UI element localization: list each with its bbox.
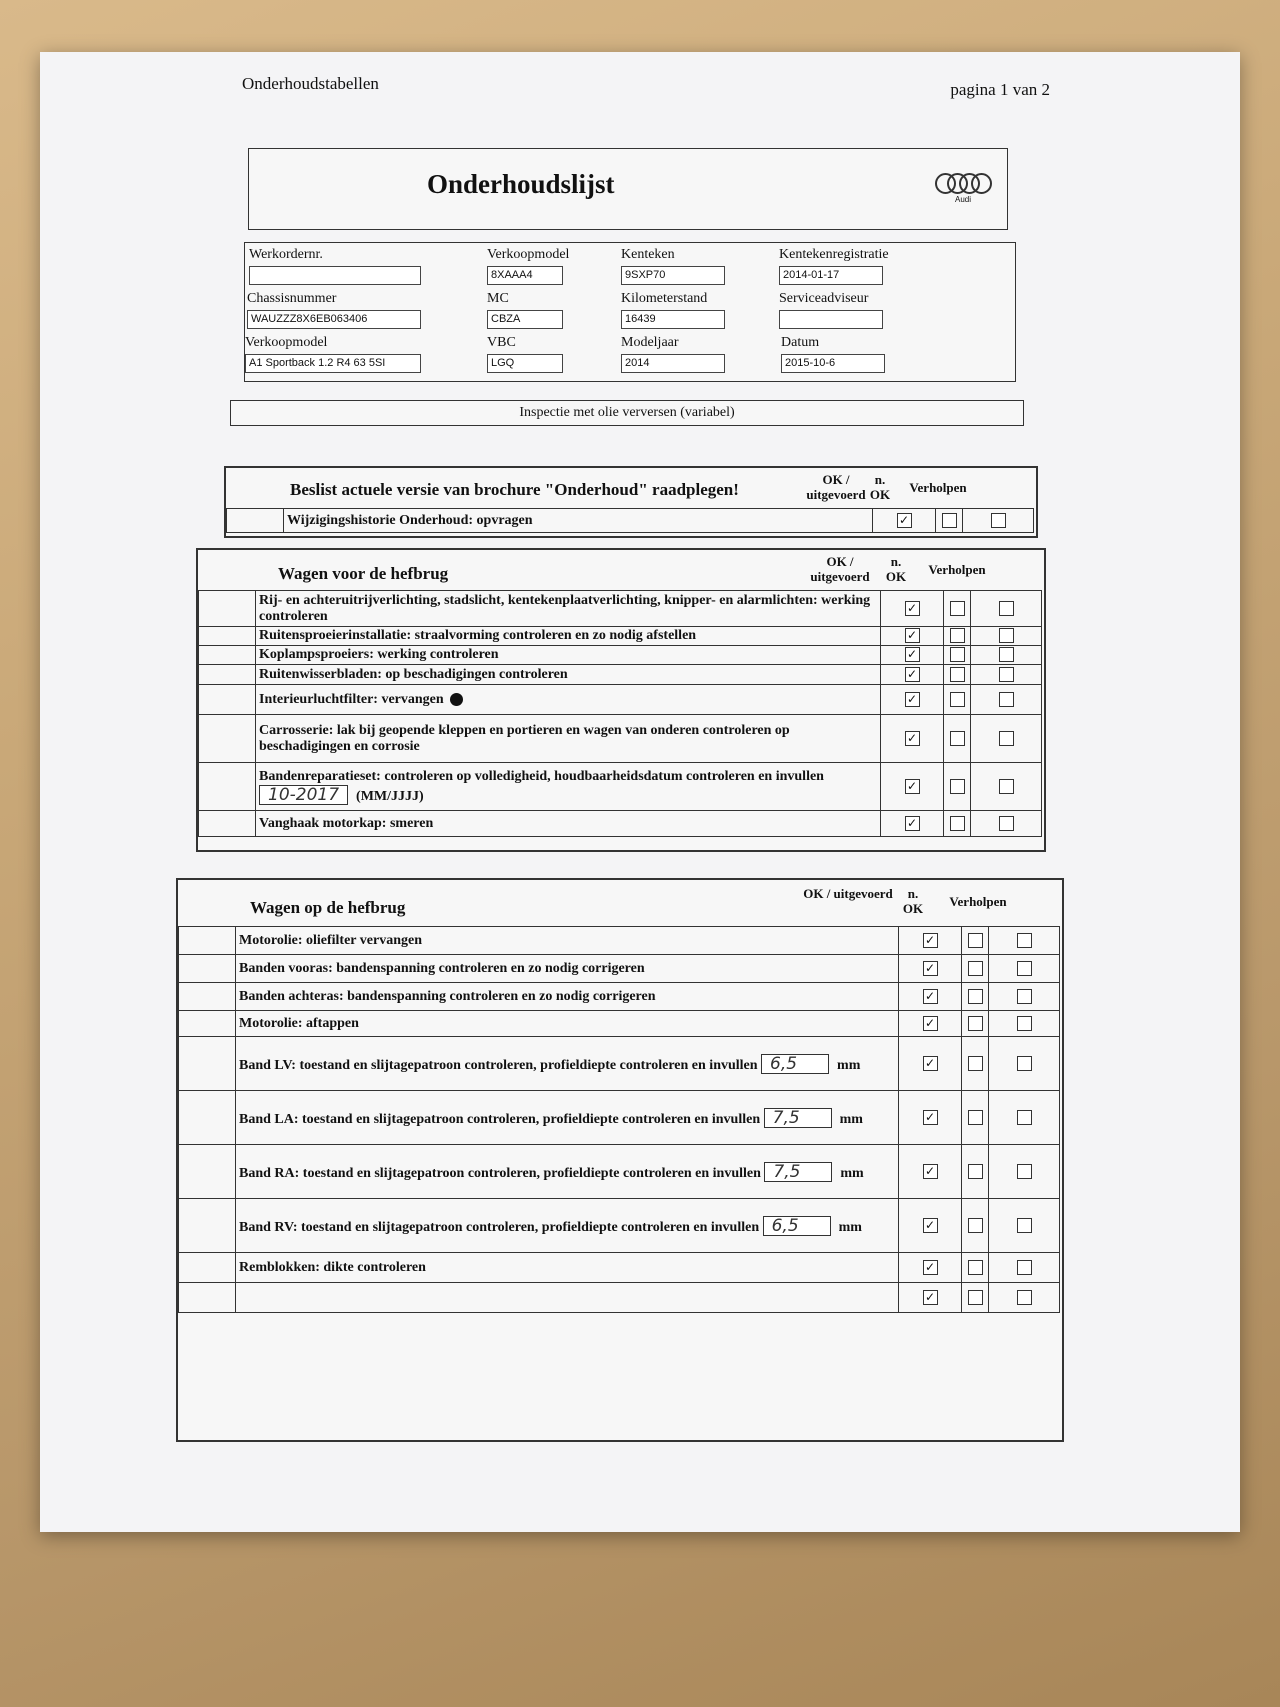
item-cell [236, 1283, 899, 1313]
item-text: Carrosserie: lak bij geopende kleppen en portieren en wagen van onderen controleren op beschadigingen en corrosie [259, 722, 790, 754]
ok-checkbox-cell [899, 1283, 962, 1313]
werkordernr-value[interactable] [249, 266, 421, 285]
nok-checkbox-cell [944, 763, 971, 811]
verholpen-checkbox[interactable] [1017, 1016, 1032, 1031]
ok-checkbox[interactable] [905, 731, 920, 746]
handwritten-value-field[interactable]: 10-2017 [259, 785, 348, 805]
table-row [179, 1145, 1060, 1199]
ok-checkbox-cell [899, 955, 962, 983]
ok-checkbox[interactable] [923, 1164, 938, 1179]
item-text: Banden vooras: bandenspanning controleren en zo nodig corrigeren [239, 960, 645, 976]
page-title: Onderhoudslijst [427, 169, 615, 199]
item-cell [256, 715, 881, 763]
row-margin-cell [179, 1283, 236, 1313]
audi-logo [933, 173, 993, 204]
item-cell [284, 509, 873, 533]
section-brochure [224, 466, 1038, 538]
nok-checkbox[interactable] [950, 816, 965, 831]
ok-checkbox[interactable] [923, 1016, 938, 1031]
ok-checkbox[interactable] [923, 1290, 938, 1305]
verholpen-checkbox[interactable] [999, 816, 1014, 831]
verholpen-checkbox-cell [989, 1091, 1060, 1145]
ok-checkbox[interactable] [923, 1260, 938, 1275]
unit-label: mm [840, 1165, 864, 1181]
verkoopmodel-field: Verkoopmodel A1 Sportback 1.2 R4 63 5SI [245, 335, 421, 373]
handwritten-value-field[interactable]: 6,5 [763, 1216, 831, 1236]
ok-checkbox-cell [881, 627, 944, 646]
row-margin-cell [179, 1253, 236, 1283]
ok-checkbox[interactable] [905, 692, 920, 707]
handwritten-value-field[interactable]: 7,5 [764, 1108, 832, 1128]
verholpen-checkbox[interactable] [1017, 1164, 1032, 1179]
checkmark-icon: ✓ [906, 778, 918, 793]
ok-checkbox-cell [899, 1091, 962, 1145]
checkmark-icon: ✓ [924, 960, 936, 975]
checkmark-icon: ✓ [906, 647, 918, 662]
checkmark-icon: ✓ [898, 512, 910, 527]
chassisnummer-value[interactable]: WAUZZZ8X6EB063406 [247, 310, 421, 329]
item-cell [236, 955, 899, 983]
nok-checkbox-cell [962, 983, 989, 1011]
table-row [199, 685, 1042, 715]
row-margin-cell [199, 811, 256, 837]
handwritten-value-field[interactable]: 6,5 [761, 1054, 829, 1074]
item-text: Rij- en achteruitrijverlichting, stadslicht, kentekenplaatverlichting, knipper- en alarmlichten: werking controleren [259, 592, 871, 624]
unit-label: mm [839, 1111, 863, 1127]
item-text: Ruitensproeierinstallatie: straalvorming controleren en zo nodig afstellen [259, 628, 697, 643]
item-text: Vanghaak motorkap: smeren [259, 815, 434, 831]
ok-checkbox-cell [899, 1145, 962, 1199]
kenteken-field: Kenteken 9SXP70 [621, 247, 725, 285]
checkmark-icon: ✓ [906, 600, 918, 615]
werkordernr-field: Werkordernr. [249, 247, 421, 285]
item-cell [236, 927, 899, 955]
item-cell [256, 665, 881, 685]
ok-checkbox[interactable] [923, 1056, 938, 1071]
ok-checkbox-cell [881, 591, 944, 627]
ok-checkbox-cell [899, 1011, 962, 1037]
checkmark-icon: ✓ [924, 1109, 936, 1124]
verholpen-checkbox-cell [989, 955, 1060, 983]
ok-checkbox[interactable] [905, 816, 920, 831]
nok-checkbox-cell [944, 811, 971, 837]
row-margin-cell [179, 1037, 236, 1091]
table-row [199, 715, 1042, 763]
nok-checkbox-cell [962, 1091, 989, 1145]
kilometerstand-value[interactable]: 16439 [621, 310, 725, 329]
checkmark-icon: ✓ [906, 691, 918, 706]
document-header-left: Onderhoudstabellen [242, 74, 379, 93]
logo-text: Audi [954, 195, 971, 204]
verholpen-checkbox[interactable] [1017, 1260, 1032, 1275]
item-cell [256, 646, 881, 665]
verholpen-checkbox[interactable] [991, 513, 1006, 528]
verkoopmodel-code-value[interactable]: 8XAAA4 [487, 266, 563, 285]
row-margin-cell [199, 627, 256, 646]
table-row [199, 763, 1042, 811]
table-row [199, 646, 1042, 665]
vbc-value[interactable]: LGQ [487, 354, 563, 373]
verholpen-checkbox-cell [989, 1037, 1060, 1091]
section-title: Wagen voor de hefbrug [278, 564, 449, 583]
verkoopmodel-value[interactable]: A1 Sportback 1.2 R4 63 5SI [245, 354, 421, 373]
item-text: Banden achteras: bandenspanning controleren en zo nodig corrigeren [239, 988, 656, 1004]
item-cell [236, 1091, 899, 1145]
unit-label: mm [838, 1219, 862, 1235]
nok-checkbox[interactable] [968, 1164, 983, 1179]
ok-checkbox-cell [881, 715, 944, 763]
verholpen-checkbox-cell [989, 927, 1060, 955]
verholpen-checkbox-cell [971, 665, 1042, 685]
nok-checkbox-cell [944, 591, 971, 627]
item-cell [256, 627, 881, 646]
checkmark-icon: ✓ [924, 1289, 936, 1304]
item-text: Wijzigingshistorie Onderhoud: opvragen [287, 512, 533, 528]
item-text: Band LA: toestand en slijtagepatroon controleren, profieldiepte controleren en invullen [239, 1111, 761, 1127]
verholpen-checkbox[interactable] [999, 647, 1014, 662]
checkmark-icon: ✓ [906, 815, 918, 830]
page-number: pagina 1 van 2 [950, 80, 1050, 99]
table-row [199, 627, 1042, 646]
unit-label: mm [837, 1057, 861, 1073]
ok-checkbox-cell [881, 685, 944, 715]
row-margin-cell [179, 1145, 236, 1199]
bullet-dot-icon [450, 693, 463, 706]
col-fix-header: Verholpen [928, 562, 986, 577]
nok-checkbox-cell [962, 955, 989, 983]
row-margin-cell [199, 591, 256, 627]
verholpen-checkbox-cell [971, 811, 1042, 837]
checkmark-icon: ✓ [924, 988, 936, 1003]
verholpen-checkbox[interactable] [999, 779, 1014, 794]
checkmark-icon: ✓ [924, 1259, 936, 1274]
ok-checkbox[interactable] [905, 647, 920, 662]
item-text: Bandenreparatieset: controleren op volledigheid, houdbaarheidsdatum controleren en invullen [259, 768, 824, 784]
verholpen-checkbox[interactable] [999, 628, 1014, 643]
table-row [179, 955, 1060, 983]
nok-checkbox[interactable] [950, 779, 965, 794]
col-ok-header: OK / uitgevoerd [810, 554, 870, 584]
mc-field: MC CBZA [487, 291, 563, 329]
modeljaar-field: Modeljaar 2014 [621, 335, 725, 373]
verholpen-checkbox[interactable] [1017, 961, 1032, 976]
table-row [179, 983, 1060, 1011]
handwritten-value-field[interactable]: 7,5 [764, 1162, 832, 1182]
section-wagen-op-hefbrug [176, 878, 1064, 1442]
ok-checkbox[interactable] [923, 1110, 938, 1125]
item-cell [236, 1145, 899, 1199]
table-row [199, 591, 1042, 627]
nok-checkbox-cell [962, 1253, 989, 1283]
col-ok-header: OK / uitgevoerd [806, 472, 866, 502]
nok-checkbox-cell [962, 1037, 989, 1091]
col-nok-header: n. OK [902, 886, 924, 916]
nok-checkbox-cell [962, 927, 989, 955]
item-cell [236, 1011, 899, 1037]
row-margin-cell [179, 955, 236, 983]
kentekenregistratie-value[interactable]: 2014-01-17 [779, 266, 883, 285]
kenteken-value[interactable]: 9SXP70 [621, 266, 725, 285]
nok-checkbox[interactable] [942, 513, 957, 528]
col-nok-header: n. OK [869, 472, 891, 502]
modeljaar-value[interactable]: 2014 [621, 354, 725, 373]
row-margin-cell [199, 715, 256, 763]
item-text: Koplampsproeiers: werking controleren [259, 647, 499, 662]
item-cell [236, 1037, 899, 1091]
nok-checkbox[interactable] [950, 601, 965, 616]
col-nok-header: n. OK [885, 554, 907, 584]
item-text: Interieurluchtfilter: vervangen [259, 691, 444, 707]
paper-sheet [40, 52, 1240, 1532]
verholpen-checkbox[interactable] [999, 667, 1014, 682]
verholpen-checkbox[interactable] [1017, 1056, 1032, 1071]
nok-checkbox[interactable] [968, 989, 983, 1004]
ok-checkbox-cell [899, 1037, 962, 1091]
checklist-table [178, 926, 1060, 1313]
ok-checkbox-cell [899, 1199, 962, 1253]
verholpen-checkbox[interactable] [1017, 1110, 1032, 1125]
verkoopmodel-code-field: Verkoopmodel 8XAAA4 [487, 247, 569, 285]
nok-checkbox-cell [962, 1145, 989, 1199]
nok-checkbox[interactable] [950, 667, 965, 682]
chassisnummer-field: Chassisnummer WAUZZZ8X6EB063406 [247, 291, 421, 329]
vbc-field: VBC LGQ [487, 335, 563, 373]
row-margin-cell [179, 927, 236, 955]
ok-checkbox-cell [873, 509, 936, 533]
nok-checkbox[interactable] [968, 1260, 983, 1275]
ok-checkbox[interactable] [923, 961, 938, 976]
verholpen-checkbox-cell [989, 1199, 1060, 1253]
unit-label: (MM/JJJJ) [356, 788, 424, 804]
row-margin-cell [179, 1091, 236, 1145]
nok-checkbox-cell [944, 646, 971, 665]
nok-checkbox[interactable] [968, 1056, 983, 1071]
row-margin-cell [179, 1199, 236, 1253]
item-text: Motorolie: aftappen [239, 1015, 359, 1031]
section-title: Beslist actuele versie van brochure "Onderhoud" raadplegen! [290, 480, 739, 499]
ok-checkbox[interactable] [923, 1218, 938, 1233]
verholpen-checkbox-cell [971, 763, 1042, 811]
row-margin-cell [179, 983, 236, 1011]
table-row [179, 1199, 1060, 1253]
table-row [179, 1037, 1060, 1091]
checkmark-icon: ✓ [924, 932, 936, 947]
verholpen-checkbox[interactable] [1017, 933, 1032, 948]
checkmark-icon: ✓ [906, 730, 918, 745]
item-cell [236, 983, 899, 1011]
item-text: Ruitenwisserbladen: op beschadigingen controleren [259, 666, 568, 682]
verholpen-checkbox-cell [989, 983, 1060, 1011]
nok-checkbox-cell [944, 665, 971, 685]
nok-checkbox[interactable] [968, 933, 983, 948]
checkmark-icon: ✓ [924, 1163, 936, 1178]
col-fix-header: Verholpen [949, 894, 1007, 909]
verholpen-checkbox-cell [989, 1011, 1060, 1037]
checkmark-icon: ✓ [906, 666, 918, 681]
ok-checkbox-cell [899, 1253, 962, 1283]
verholpen-checkbox[interactable] [999, 731, 1014, 746]
verholpen-checkbox[interactable] [999, 601, 1014, 616]
item-cell [236, 1253, 899, 1283]
ok-checkbox[interactable] [897, 513, 912, 528]
checkmark-icon: ✓ [924, 1055, 936, 1070]
nok-checkbox-cell [944, 627, 971, 646]
item-text: Band RV: toestand en slijtagepatroon controleren, profieldiepte controleren en invullen [239, 1219, 760, 1235]
checkmark-icon: ✓ [924, 1217, 936, 1232]
checkmark-icon: ✓ [924, 1015, 936, 1030]
nok-checkbox[interactable] [968, 1110, 983, 1125]
verholpen-checkbox-cell [971, 591, 1042, 627]
title-box [248, 148, 1008, 230]
verholpen-checkbox-cell [971, 627, 1042, 646]
table-row [179, 1253, 1060, 1283]
kentekenregistratie-field: Kentekenregistratie 2014-01-17 [779, 247, 889, 285]
nok-checkbox-cell [936, 509, 963, 533]
nok-checkbox-cell [962, 1011, 989, 1037]
nok-checkbox-cell [944, 715, 971, 763]
verholpen-checkbox[interactable] [999, 692, 1014, 707]
inspection-type: Inspectie met olie verversen (variabel) [230, 400, 1024, 426]
checkmark-icon: ✓ [906, 628, 918, 643]
item-text: Motorolie: oliefilter vervangen [239, 932, 422, 948]
item-cell [236, 1199, 899, 1253]
verholpen-checkbox-cell [989, 1253, 1060, 1283]
ok-checkbox-cell [881, 763, 944, 811]
verholpen-checkbox-cell [989, 1145, 1060, 1199]
nok-checkbox-cell [944, 685, 971, 715]
section-title: Wagen op de hefbrug [250, 898, 406, 917]
nok-checkbox[interactable] [950, 628, 965, 643]
row-margin-cell [179, 1011, 236, 1037]
item-cell [256, 591, 881, 627]
row-margin-cell [199, 685, 256, 715]
row-margin-cell [199, 763, 256, 811]
item-cell [256, 763, 881, 811]
rings-icon [933, 173, 993, 193]
checklist-table [226, 508, 1034, 533]
table-row [227, 509, 1034, 533]
verholpen-checkbox[interactable] [1017, 1290, 1032, 1305]
section-wagen-voor-hefbrug [196, 548, 1046, 852]
item-cell [256, 811, 881, 837]
nok-checkbox[interactable] [968, 1016, 983, 1031]
verholpen-checkbox-cell [989, 1283, 1060, 1313]
item-text: Remblokken: dikte controleren [239, 1259, 426, 1275]
verholpen-checkbox-cell [971, 646, 1042, 665]
verholpen-checkbox[interactable] [1017, 989, 1032, 1004]
nok-checkbox-cell [962, 1283, 989, 1313]
verholpen-checkbox-cell [963, 509, 1034, 533]
ok-checkbox[interactable] [905, 779, 920, 794]
nok-checkbox[interactable] [968, 1290, 983, 1305]
ok-checkbox-cell [881, 646, 944, 665]
table-row [179, 1283, 1060, 1313]
item-text: Band RA: toestand en slijtagepatroon controleren, profieldiepte controleren en invullen [239, 1165, 761, 1181]
nok-checkbox[interactable] [950, 731, 965, 746]
row-margin-cell [227, 509, 284, 533]
table-row [179, 1091, 1060, 1145]
ok-checkbox-cell [881, 665, 944, 685]
ok-checkbox[interactable] [923, 933, 938, 948]
col-ok-header: OK / uitgevoerd [803, 886, 893, 901]
ok-checkbox[interactable] [905, 667, 920, 682]
vehicle-info-box [244, 242, 1016, 382]
verholpen-checkbox[interactable] [1017, 1218, 1032, 1233]
nok-checkbox[interactable] [968, 961, 983, 976]
verholpen-checkbox-cell [971, 685, 1042, 715]
serviceadviseur-value[interactable] [779, 310, 883, 329]
serviceadviseur-field: Serviceadviseur [779, 291, 883, 329]
table-row [179, 1011, 1060, 1037]
datum-value[interactable]: 2015-10-6 [781, 354, 885, 373]
verholpen-checkbox-cell [971, 715, 1042, 763]
ok-checkbox-cell [881, 811, 944, 837]
nok-checkbox-cell [962, 1199, 989, 1253]
table-row [199, 665, 1042, 685]
nok-checkbox[interactable] [950, 647, 965, 662]
nok-checkbox[interactable] [950, 692, 965, 707]
col-fix-header: Verholpen [909, 480, 967, 495]
row-margin-cell [199, 646, 256, 665]
ok-checkbox-cell [899, 927, 962, 955]
ok-checkbox[interactable] [905, 628, 920, 643]
nok-checkbox[interactable] [968, 1218, 983, 1233]
checklist-table [198, 590, 1042, 837]
item-cell [256, 685, 881, 715]
ok-checkbox[interactable] [923, 989, 938, 1004]
kilometerstand-field: Kilometerstand 16439 [621, 291, 725, 329]
mc-value[interactable]: CBZA [487, 310, 563, 329]
row-margin-cell [199, 665, 256, 685]
datum-field: Datum 2015-10-6 [781, 335, 885, 373]
table-row [179, 927, 1060, 955]
item-text: Band LV: toestand en slijtagepatroon controleren, profieldiepte controleren en invullen [239, 1057, 758, 1073]
table-row [199, 811, 1042, 837]
ok-checkbox-cell [899, 983, 962, 1011]
ok-checkbox[interactable] [905, 601, 920, 616]
